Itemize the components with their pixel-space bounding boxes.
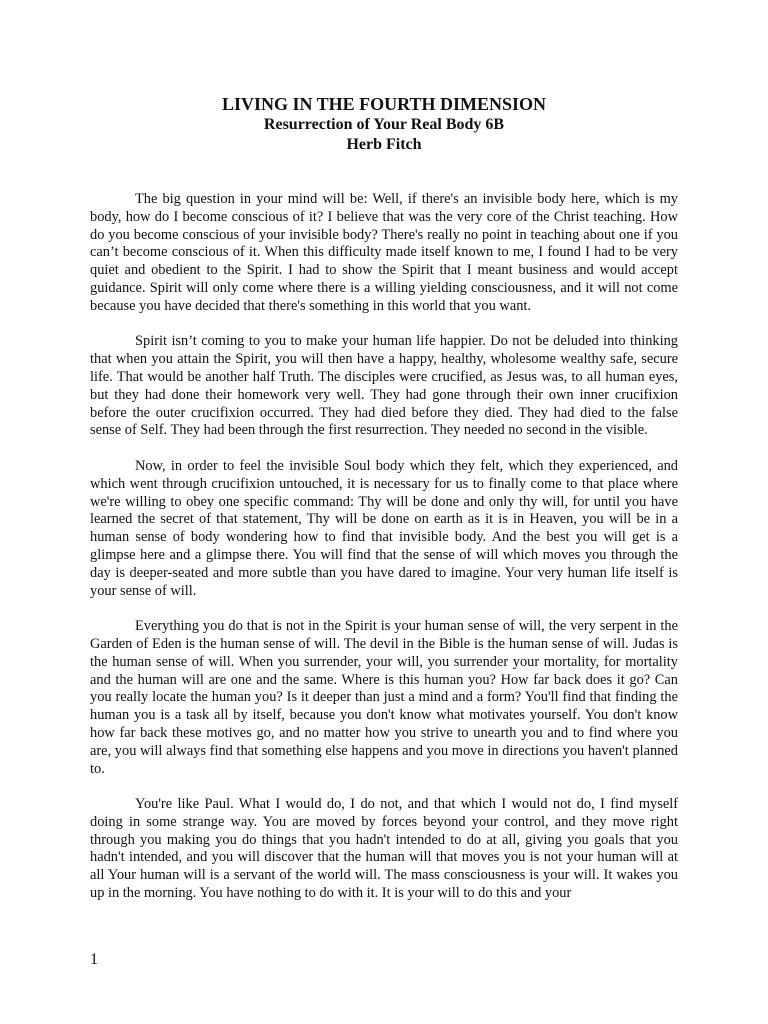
document-title: LIVING IN THE FOURTH DIMENSION [221,94,547,114]
document-subtitle: Resurrection of Your Real Body 6B [263,116,505,133]
paragraph: Everything you do that is not in the Spirit is your human sense of will, the very serpent in the Garden of Eden is the human sense of will. The devil in the Bible is the human sense of will. Judas is the human sense of will. When you surrender, your will, you surrender your mortality, for mortality and the human will are one and the same. Where is this human you? How far back does it go? Can you really locate the human you? Is it deeper than just a mind and a form? You'll find that finding the human you is a task all by itself, because you don't know what motivates yourself. You don't know how far back these motives go, and no matter how you strive to unearth you and to find where you are, you will always find that something else happens and you move in directions you haven't planned to. [90,618,678,777]
paragraph: You're like Paul. What I would do, I do not, and that which I would not do, I find myself doing in some strange way. You are moved by forces beyond your control, and they move right through you making you do things that you hadn't intended to do at all, giving you goals that you hadn't intended, and you will discover that the human will that moves you is not your human will at all Your human will is a servant of the world will. The mass consciousness is your will. It wakes you up in the morning. You have nothing to do with it. It is your will to do this and your [90,796,678,902]
paragraph: The big question in your mind will be: Well, if there's an invisible body here, which is my body, how do I become conscious of it? I believe that was the very core of the Christ teaching. How do you become conscious of your invisible body? There's really no point in teaching about one if you can’t become conscious of it. When this difficulty made itself known to me, I found I had to be very quiet and obedient to the Spirit. I had to show the Spirit that I meant business and would accept guidance. Spirit will only come where there is a willing yielding consciousness, and it will not come because you have decided that there's something in this world that you want. [90,191,678,314]
paragraph: Now, in order to feel the invisible Soul body which they felt, which they experienced, and which went through crucifixion untouched, it is necessary for us to finally come to that place where we're willing to obey one specific command: Thy will be done and only thy will, for until you have learned the secret of that statement, Thy will be done on earth as it is in Heaven, you will be in a human sense of body wondering how to find that invisible body. And the best you will get is a glimpse here and a glimpse there. You will find that the sense of will which moves you through the day is deeper-seated and more subtle than you have dared to imagine. Your very human life itself is your sense of will. [90,457,678,599]
document-body [90,191,678,921]
page-number: 1 [90,951,98,968]
paragraph: Spirit isn’t coming to you to make your human life happier. Do not be deluded into thinking that when you attain the Spirit, you will then have a happy, healthy, wholesome wealthy safe, secure life. That would be another half Truth. The disciples were crucified, as Jesus was, to all human eyes, but they had done their homework very well. They had gone through their own inner crucifixion before the outer crucifixion occurred. They had died before they died. They had died to the false sense of Self. They had been through the first resurrection. They needed no second in the visible. [90,333,678,439]
document-header [90,93,678,155]
document-author: Herb Fitch [346,136,422,153]
